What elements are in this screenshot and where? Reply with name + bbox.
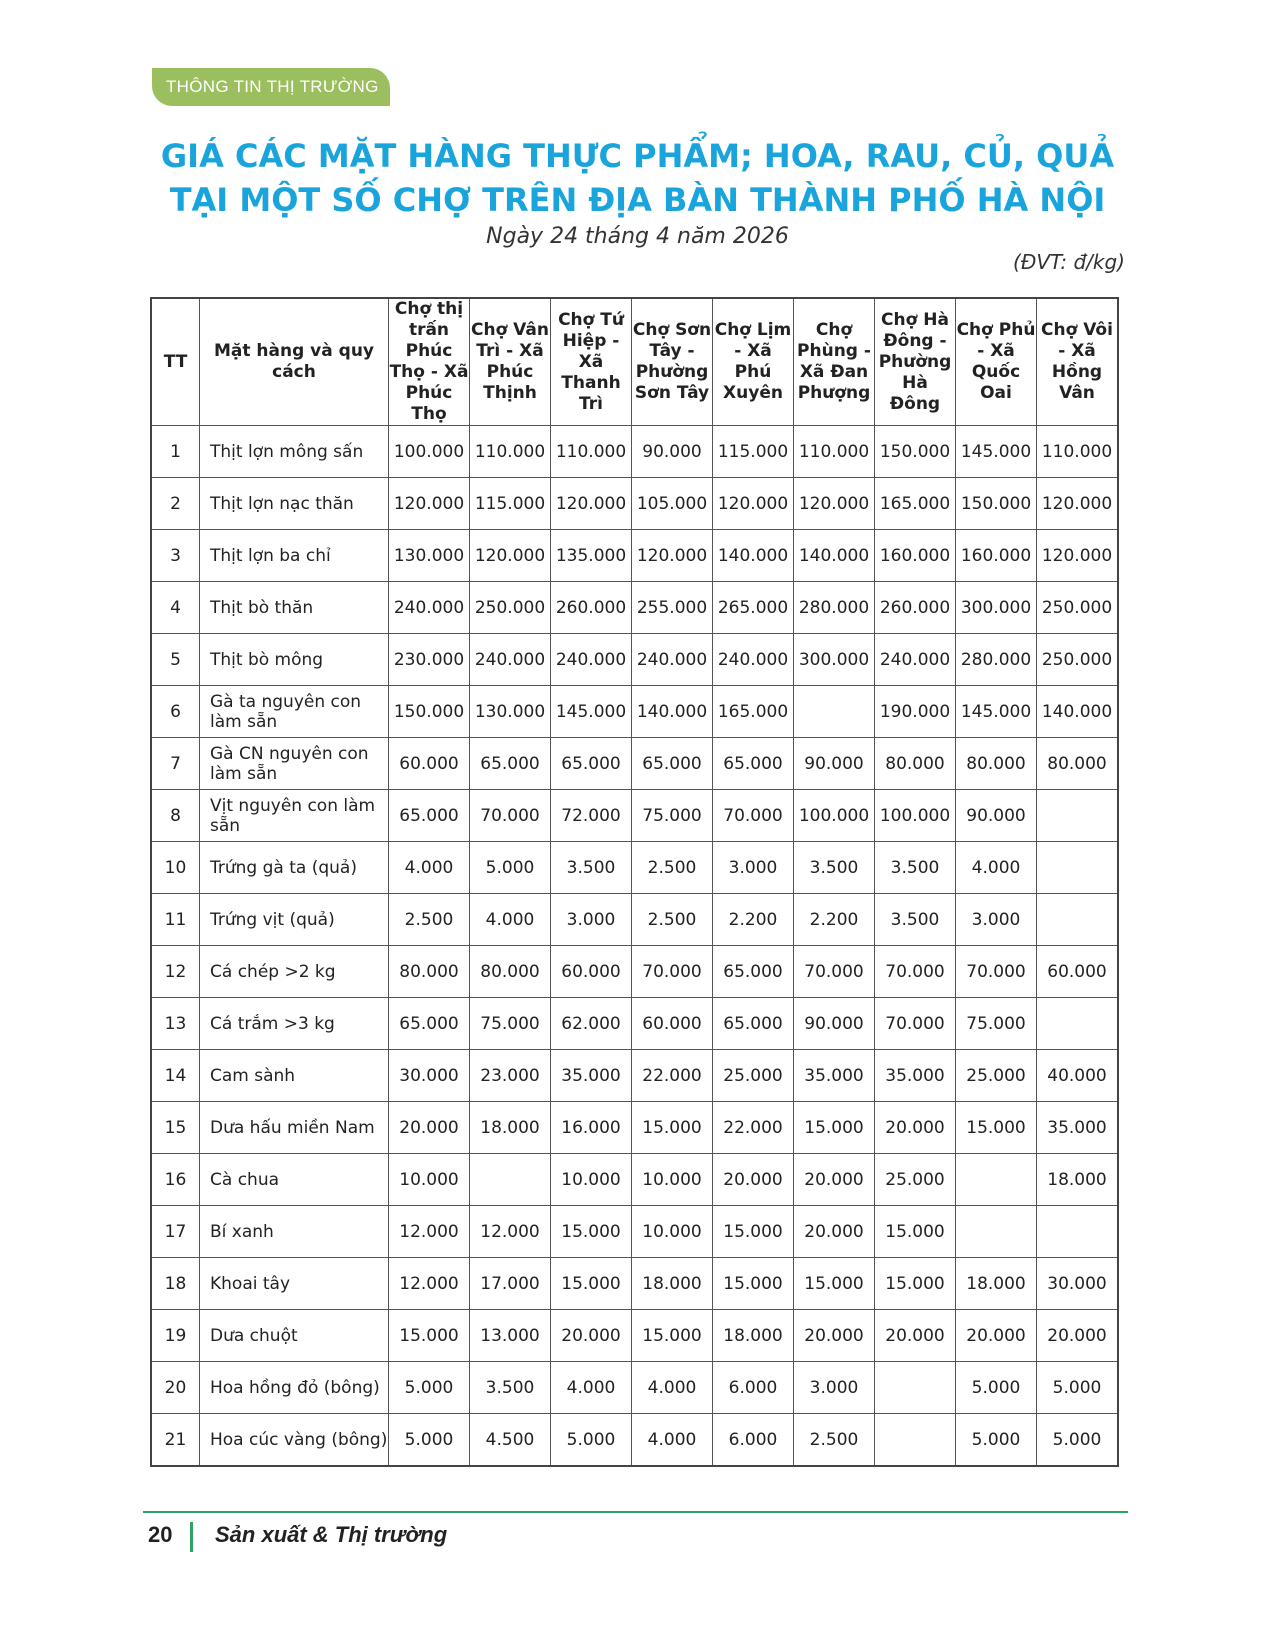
price-cell: 15.000 bbox=[632, 1102, 713, 1154]
price-cell: 90.000 bbox=[632, 426, 713, 478]
price-cell: 60.000 bbox=[551, 946, 632, 998]
item-name: Dưa hấu miền Nam bbox=[200, 1102, 389, 1154]
price-cell bbox=[956, 1154, 1037, 1206]
price-cell: 3.000 bbox=[956, 894, 1037, 946]
page-number: 20 bbox=[148, 1522, 173, 1547]
price-cell: 65.000 bbox=[632, 738, 713, 790]
price-cell: 105.000 bbox=[632, 478, 713, 530]
row-number: 18 bbox=[151, 1258, 200, 1310]
table-row bbox=[151, 686, 1118, 738]
item-name: Dưa chuột bbox=[200, 1310, 389, 1362]
item-name: Gà CN nguyên con làm sẵn bbox=[200, 738, 389, 790]
price-cell: 145.000 bbox=[956, 686, 1037, 738]
price-cell: 300.000 bbox=[794, 634, 875, 686]
price-cell: 70.000 bbox=[875, 946, 956, 998]
price-cell: 70.000 bbox=[875, 998, 956, 1050]
price-cell: 65.000 bbox=[551, 738, 632, 790]
price-cell: 120.000 bbox=[794, 478, 875, 530]
price-cell: 80.000 bbox=[389, 946, 470, 998]
item-name: Trứng gà ta (quả) bbox=[200, 842, 389, 894]
price-cell: 5.000 bbox=[470, 842, 551, 894]
price-cell: 72.000 bbox=[551, 790, 632, 842]
price-cell: 3.500 bbox=[551, 842, 632, 894]
table-row bbox=[151, 1258, 1118, 1310]
report-date: Ngày 24 tháng 4 năm 2026 bbox=[486, 224, 789, 249]
item-name: Cam sành bbox=[200, 1050, 389, 1102]
price-cell: 15.000 bbox=[956, 1102, 1037, 1154]
price-cell: 4.000 bbox=[956, 842, 1037, 894]
price-cell: 4.000 bbox=[632, 1362, 713, 1414]
price-cell: 16.000 bbox=[551, 1102, 632, 1154]
price-cell: 18.000 bbox=[713, 1310, 794, 1362]
header-market: Chợ thị trấn Phúc Thọ - Xã Phúc Thọ bbox=[389, 299, 469, 424]
price-cell: 120.000 bbox=[470, 530, 551, 582]
row-number: 11 bbox=[151, 894, 200, 946]
price-cell: 110.000 bbox=[1037, 426, 1119, 478]
price-cell: 2.500 bbox=[389, 894, 470, 946]
price-cell: 4.000 bbox=[632, 1414, 713, 1467]
price-cell: 80.000 bbox=[1037, 738, 1119, 790]
price-cell: 22.000 bbox=[632, 1050, 713, 1102]
price-cell: 2.500 bbox=[632, 894, 713, 946]
price-cell: 250.000 bbox=[1037, 582, 1119, 634]
section-tag: THÔNG TIN THỊ TRƯỜNG bbox=[152, 68, 390, 106]
price-cell: 165.000 bbox=[713, 686, 794, 738]
row-number: 21 bbox=[151, 1414, 200, 1467]
table-row bbox=[151, 1050, 1118, 1102]
row-number: 14 bbox=[151, 1050, 200, 1102]
price-cell: 4.500 bbox=[470, 1414, 551, 1467]
header-market: Chợ Tứ Hiệp - Xã Thanh Trì bbox=[551, 298, 632, 426]
price-cell: 240.000 bbox=[551, 634, 632, 686]
price-cell: 300.000 bbox=[956, 582, 1037, 634]
price-cell: 20.000 bbox=[713, 1154, 794, 1206]
price-cell: 140.000 bbox=[794, 530, 875, 582]
item-name: Thịt bò thăn bbox=[200, 582, 389, 634]
row-number: 17 bbox=[151, 1206, 200, 1258]
price-cell: 120.000 bbox=[551, 478, 632, 530]
header-market: Chợ Vôi - Xã Hồng Vân bbox=[1037, 298, 1119, 426]
price-cell: 120.000 bbox=[389, 478, 470, 530]
price-cell: 230.000 bbox=[389, 634, 470, 686]
row-number: 10 bbox=[151, 842, 200, 894]
price-cell: 4.000 bbox=[389, 842, 470, 894]
price-cell: 2.200 bbox=[794, 894, 875, 946]
price-cell: 15.000 bbox=[794, 1258, 875, 1310]
price-cell: 20.000 bbox=[875, 1102, 956, 1154]
price-cell: 18.000 bbox=[956, 1258, 1037, 1310]
table-row bbox=[151, 894, 1118, 946]
price-cell: 17.000 bbox=[470, 1258, 551, 1310]
table-row bbox=[151, 1362, 1118, 1414]
price-cell: 250.000 bbox=[1037, 634, 1119, 686]
price-cell: 140.000 bbox=[713, 530, 794, 582]
table-row bbox=[151, 1102, 1118, 1154]
price-cell: 15.000 bbox=[632, 1310, 713, 1362]
price-cell: 75.000 bbox=[470, 998, 551, 1050]
price-cell: 120.000 bbox=[1037, 530, 1119, 582]
price-cell: 35.000 bbox=[1037, 1102, 1119, 1154]
table-row bbox=[151, 998, 1118, 1050]
price-cell: 265.000 bbox=[713, 582, 794, 634]
header-tt: TT bbox=[151, 298, 200, 426]
price-cell: 18.000 bbox=[632, 1258, 713, 1310]
price-cell: 80.000 bbox=[956, 738, 1037, 790]
price-cell: 65.000 bbox=[713, 998, 794, 1050]
price-cell: 15.000 bbox=[875, 1206, 956, 1258]
header-market: Chợ Phủ - Xã Quốc Oai bbox=[956, 298, 1037, 426]
price-cell: 115.000 bbox=[470, 478, 551, 530]
price-cell: 22.000 bbox=[713, 1102, 794, 1154]
item-name: Hoa cúc vàng (bông) bbox=[200, 1414, 389, 1467]
price-cell: 25.000 bbox=[956, 1050, 1037, 1102]
price-cell: 20.000 bbox=[875, 1310, 956, 1362]
price-cell: 145.000 bbox=[551, 686, 632, 738]
price-cell: 75.000 bbox=[632, 790, 713, 842]
price-cell: 100.000 bbox=[794, 790, 875, 842]
price-cell: 280.000 bbox=[794, 582, 875, 634]
price-cell: 110.000 bbox=[794, 426, 875, 478]
footer-separator bbox=[190, 1522, 193, 1552]
price-cell: 60.000 bbox=[1037, 946, 1119, 998]
item-name: Cá trắm >3 kg bbox=[200, 998, 389, 1050]
price-cell: 260.000 bbox=[551, 582, 632, 634]
price-cell: 10.000 bbox=[632, 1154, 713, 1206]
price-cell: 120.000 bbox=[632, 530, 713, 582]
item-name: Bí xanh bbox=[200, 1206, 389, 1258]
header-market: Chợ Hà Đông - Phường Hà Đông bbox=[875, 298, 956, 426]
price-cell: 80.000 bbox=[875, 738, 956, 790]
header-market: Chợ Sơn Tây - Phường Sơn Tây bbox=[632, 298, 713, 426]
price-cell: 140.000 bbox=[632, 686, 713, 738]
footer-divider bbox=[143, 1511, 1128, 1513]
price-cell bbox=[1037, 998, 1119, 1050]
table-row bbox=[151, 946, 1118, 998]
table-row bbox=[151, 530, 1118, 582]
price-cell: 3.000 bbox=[794, 1362, 875, 1414]
price-cell: 18.000 bbox=[1037, 1154, 1119, 1206]
price-cell: 30.000 bbox=[389, 1050, 470, 1102]
row-number: 3 bbox=[151, 530, 200, 582]
row-number: 6 bbox=[151, 686, 200, 738]
price-cell: 62.000 bbox=[551, 998, 632, 1050]
price-cell bbox=[470, 1154, 551, 1206]
price-cell: 90.000 bbox=[794, 738, 875, 790]
price-cell: 10.000 bbox=[632, 1206, 713, 1258]
price-cell: 70.000 bbox=[956, 946, 1037, 998]
table-row bbox=[151, 582, 1118, 634]
price-cell: 60.000 bbox=[632, 998, 713, 1050]
price-cell: 3.500 bbox=[470, 1362, 551, 1414]
price-cell: 15.000 bbox=[713, 1206, 794, 1258]
price-cell: 3.500 bbox=[875, 842, 956, 894]
table-row bbox=[151, 478, 1118, 530]
table-row bbox=[151, 738, 1118, 790]
price-cell: 10.000 bbox=[389, 1154, 470, 1206]
row-number: 1 bbox=[151, 426, 200, 478]
item-name: Vịt nguyên con làm sẵn bbox=[200, 790, 389, 842]
price-cell: 30.000 bbox=[1037, 1258, 1119, 1310]
price-cell: 2.500 bbox=[794, 1414, 875, 1467]
price-cell: 15.000 bbox=[551, 1258, 632, 1310]
price-cell bbox=[1037, 894, 1119, 946]
price-cell: 4.000 bbox=[470, 894, 551, 946]
price-cell: 20.000 bbox=[956, 1310, 1037, 1362]
price-cell: 23.000 bbox=[470, 1050, 551, 1102]
price-cell: 15.000 bbox=[389, 1310, 470, 1362]
price-cell: 12.000 bbox=[389, 1206, 470, 1258]
table-row bbox=[151, 426, 1118, 478]
table-header-row bbox=[151, 298, 1118, 426]
price-cell bbox=[794, 686, 875, 738]
price-cell: 110.000 bbox=[470, 426, 551, 478]
price-cell: 2.500 bbox=[632, 842, 713, 894]
price-cell: 250.000 bbox=[470, 582, 551, 634]
price-cell: 70.000 bbox=[470, 790, 551, 842]
price-cell: 25.000 bbox=[713, 1050, 794, 1102]
price-cell: 150.000 bbox=[389, 686, 470, 738]
price-cell bbox=[1037, 842, 1119, 894]
table-row bbox=[151, 790, 1118, 842]
price-cell: 15.000 bbox=[551, 1206, 632, 1258]
header-market: Chợ Lịm - Xã Phú Xuyên bbox=[713, 298, 794, 426]
row-number: 5 bbox=[151, 634, 200, 686]
price-cell: 60.000 bbox=[389, 738, 470, 790]
item-name: Hoa hồng đỏ (bông) bbox=[200, 1362, 389, 1414]
price-cell: 3.500 bbox=[794, 842, 875, 894]
price-cell: 2.200 bbox=[713, 894, 794, 946]
price-cell: 5.000 bbox=[389, 1362, 470, 1414]
price-cell: 20.000 bbox=[794, 1154, 875, 1206]
price-cell: 25.000 bbox=[875, 1154, 956, 1206]
price-cell: 15.000 bbox=[875, 1258, 956, 1310]
price-cell: 280.000 bbox=[956, 634, 1037, 686]
price-cell: 35.000 bbox=[551, 1050, 632, 1102]
price-cell bbox=[1037, 1206, 1119, 1258]
price-cell: 35.000 bbox=[794, 1050, 875, 1102]
header-market: Chợ Vân Trì - Xã Phúc Thịnh bbox=[470, 298, 551, 426]
price-cell: 190.000 bbox=[875, 686, 956, 738]
price-cell: 160.000 bbox=[875, 530, 956, 582]
price-cell: 65.000 bbox=[389, 790, 470, 842]
price-cell bbox=[1037, 790, 1119, 842]
item-name: Cá chép >2 kg bbox=[200, 946, 389, 998]
item-name: Thịt lợn ba chỉ bbox=[200, 530, 389, 582]
table-row bbox=[151, 1310, 1118, 1362]
price-cell: 75.000 bbox=[956, 998, 1037, 1050]
item-name: Trứng vịt (quả) bbox=[200, 894, 389, 946]
price-cell: 5.000 bbox=[389, 1414, 470, 1467]
price-cell: 150.000 bbox=[875, 426, 956, 478]
page-title-line-1: GIÁ CÁC MẶT HÀNG THỰC PHẨM; HOA, RAU, CỦ, QUẢ bbox=[160, 137, 1115, 175]
row-number: 16 bbox=[151, 1154, 200, 1206]
price-cell: 110.000 bbox=[551, 426, 632, 478]
item-name: Cà chua bbox=[200, 1154, 389, 1206]
price-cell: 90.000 bbox=[956, 790, 1037, 842]
price-cell: 65.000 bbox=[713, 946, 794, 998]
table-row bbox=[151, 842, 1118, 894]
unit-note: (ĐVT: đ/kg) bbox=[1013, 250, 1125, 274]
table-row bbox=[151, 1206, 1118, 1258]
price-cell: 65.000 bbox=[470, 738, 551, 790]
price-cell: 240.000 bbox=[389, 582, 470, 634]
price-cell: 70.000 bbox=[794, 946, 875, 998]
item-name: Khoai tây bbox=[200, 1258, 389, 1310]
price-cell: 5.000 bbox=[1037, 1362, 1119, 1414]
price-cell: 100.000 bbox=[875, 790, 956, 842]
price-cell: 15.000 bbox=[713, 1258, 794, 1310]
item-name: Thịt bò mông bbox=[200, 634, 389, 686]
price-cell: 240.000 bbox=[470, 634, 551, 686]
magazine-name: Sản xuất & Thị trường bbox=[215, 1522, 448, 1547]
page-title-line-2: TẠI MỘT SỐ CHỢ TRÊN ĐỊA BÀN THÀNH PHỐ HÀ NỘI bbox=[169, 181, 1106, 219]
price-cell: 35.000 bbox=[875, 1050, 956, 1102]
price-cell: 5.000 bbox=[551, 1414, 632, 1467]
price-cell: 3.000 bbox=[713, 842, 794, 894]
row-number: 8 bbox=[151, 790, 200, 842]
price-cell: 20.000 bbox=[794, 1206, 875, 1258]
item-name: Thịt lợn mông sấn bbox=[200, 426, 389, 478]
price-cell: 5.000 bbox=[956, 1414, 1037, 1467]
price-cell: 240.000 bbox=[875, 634, 956, 686]
price-cell: 12.000 bbox=[470, 1206, 551, 1258]
price-cell: 70.000 bbox=[713, 790, 794, 842]
price-cell: 18.000 bbox=[470, 1102, 551, 1154]
row-number: 15 bbox=[151, 1102, 200, 1154]
price-cell: 165.000 bbox=[875, 478, 956, 530]
price-cell bbox=[875, 1414, 956, 1467]
price-cell: 70.000 bbox=[632, 946, 713, 998]
price-cell: 5.000 bbox=[956, 1362, 1037, 1414]
price-cell: 40.000 bbox=[1037, 1050, 1119, 1102]
price-cell: 130.000 bbox=[389, 530, 470, 582]
price-cell: 240.000 bbox=[632, 634, 713, 686]
price-cell: 13.000 bbox=[470, 1310, 551, 1362]
price-cell: 120.000 bbox=[713, 478, 794, 530]
item-name: Thịt lợn nạc thăn bbox=[200, 478, 389, 530]
price-cell: 20.000 bbox=[551, 1310, 632, 1362]
price-cell: 260.000 bbox=[875, 582, 956, 634]
price-cell: 130.000 bbox=[470, 686, 551, 738]
price-cell: 65.000 bbox=[713, 738, 794, 790]
price-cell: 80.000 bbox=[470, 946, 551, 998]
price-cell: 6.000 bbox=[713, 1362, 794, 1414]
price-cell: 5.000 bbox=[1037, 1414, 1119, 1467]
price-table bbox=[150, 297, 1119, 1467]
row-number: 13 bbox=[151, 998, 200, 1050]
table-row bbox=[151, 1154, 1118, 1206]
price-cell: 10.000 bbox=[551, 1154, 632, 1206]
price-cell: 15.000 bbox=[794, 1102, 875, 1154]
row-number: 7 bbox=[151, 738, 200, 790]
row-number: 19 bbox=[151, 1310, 200, 1362]
header-item: Mặt hàng và quy cách bbox=[200, 298, 389, 426]
header-market: Chợ Phùng - Xã Đan Phượng bbox=[794, 298, 875, 426]
price-cell: 120.000 bbox=[1037, 478, 1119, 530]
price-cell: 100.000 bbox=[389, 426, 470, 478]
price-cell: 3.000 bbox=[551, 894, 632, 946]
price-cell bbox=[956, 1206, 1037, 1258]
price-cell: 240.000 bbox=[713, 634, 794, 686]
price-cell: 12.000 bbox=[389, 1258, 470, 1310]
price-cell: 4.000 bbox=[551, 1362, 632, 1414]
price-cell: 150.000 bbox=[956, 478, 1037, 530]
price-cell: 145.000 bbox=[956, 426, 1037, 478]
price-cell: 255.000 bbox=[632, 582, 713, 634]
price-cell: 65.000 bbox=[389, 998, 470, 1050]
price-cell: 20.000 bbox=[389, 1102, 470, 1154]
row-number: 2 bbox=[151, 478, 200, 530]
price-cell bbox=[875, 1362, 956, 1414]
price-cell: 20.000 bbox=[794, 1310, 875, 1362]
table-row bbox=[151, 634, 1118, 686]
row-number: 4 bbox=[151, 582, 200, 634]
row-number: 20 bbox=[151, 1362, 200, 1414]
price-cell: 90.000 bbox=[794, 998, 875, 1050]
price-cell: 135.000 bbox=[551, 530, 632, 582]
price-cell: 160.000 bbox=[956, 530, 1037, 582]
item-name: Gà ta nguyên con làm sẵn bbox=[200, 686, 389, 738]
price-cell: 6.000 bbox=[713, 1414, 794, 1467]
price-cell: 3.500 bbox=[875, 894, 956, 946]
price-cell: 115.000 bbox=[713, 426, 794, 478]
price-cell: 140.000 bbox=[1037, 686, 1119, 738]
price-cell: 20.000 bbox=[1037, 1310, 1119, 1362]
table-row bbox=[151, 1414, 1118, 1467]
row-number: 12 bbox=[151, 946, 200, 998]
